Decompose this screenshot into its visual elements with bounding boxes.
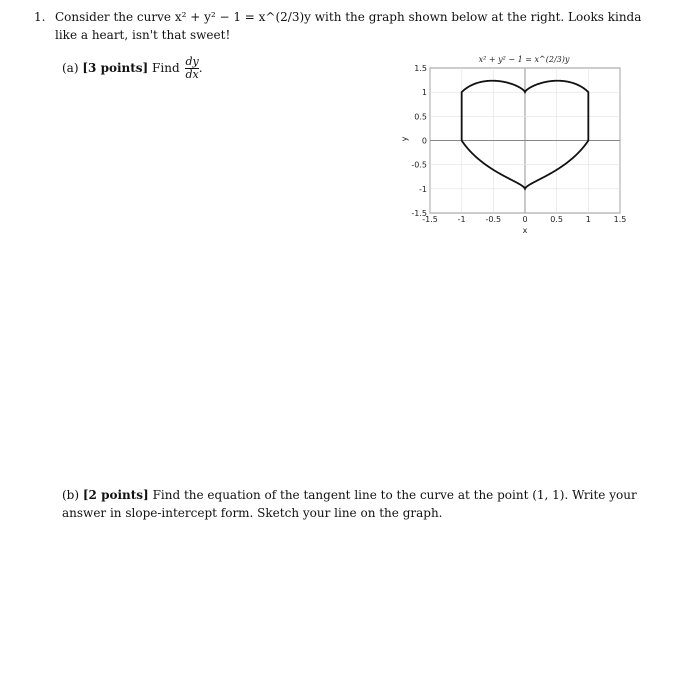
part-a xyxy=(62,56,203,81)
frac-numerator: dy xyxy=(185,55,199,68)
y-axis-label: y xyxy=(400,136,409,142)
part-a-label: (a) xyxy=(62,61,79,75)
y-tick-label: -1.5 xyxy=(411,209,427,218)
x-tick-label: -1 xyxy=(457,215,466,224)
part-b-text: Find the equation of the tangent line to the curve at the point (1, 1). Write your answer in slope-intercept form. Sketch your line on the graph. xyxy=(62,488,637,520)
y-tick-label: 0.5 xyxy=(414,112,427,122)
derivative-fraction xyxy=(185,56,198,81)
part-a-text: Find xyxy=(152,61,180,75)
y-tick-label: -1 xyxy=(419,184,427,194)
y-tick-label: 0 xyxy=(421,136,427,146)
x-tick-label: 1.5 xyxy=(613,215,627,224)
problem-statement xyxy=(34,8,650,44)
x-tick-label: 0.5 xyxy=(550,215,564,224)
chart-title: x² + y² − 1 = x^(2/3)y xyxy=(478,55,570,64)
part-a-points: [3 points] xyxy=(82,61,149,75)
part-a-end: . xyxy=(198,61,203,75)
problem-text: Consider the curve x² + y² − 1 = x^(2/3)y with the graph shown below at the right. Looks kinda like a heart, isn't that sweet! xyxy=(55,10,642,42)
x-ticks xyxy=(422,215,626,224)
frac-denominator: dx xyxy=(185,68,199,81)
part-b xyxy=(62,486,652,522)
part-b-label: (b) xyxy=(62,488,80,502)
y-tick-label: -0.5 xyxy=(411,160,427,170)
problem-number: 1. xyxy=(34,10,46,24)
y-tick-label: 1.5 xyxy=(414,64,427,73)
part-b-points: [2 points] xyxy=(82,488,149,502)
y-tick-label: 1 xyxy=(421,88,427,98)
x-tick-label: -1.5 xyxy=(422,215,438,224)
heart-chart xyxy=(392,48,642,248)
x-tick-label: 0 xyxy=(522,215,528,224)
x-tick-label: -0.5 xyxy=(485,215,502,224)
x-tick-label: 1 xyxy=(585,215,591,224)
y-ticks xyxy=(411,64,427,218)
x-axis-label: x xyxy=(522,226,528,235)
